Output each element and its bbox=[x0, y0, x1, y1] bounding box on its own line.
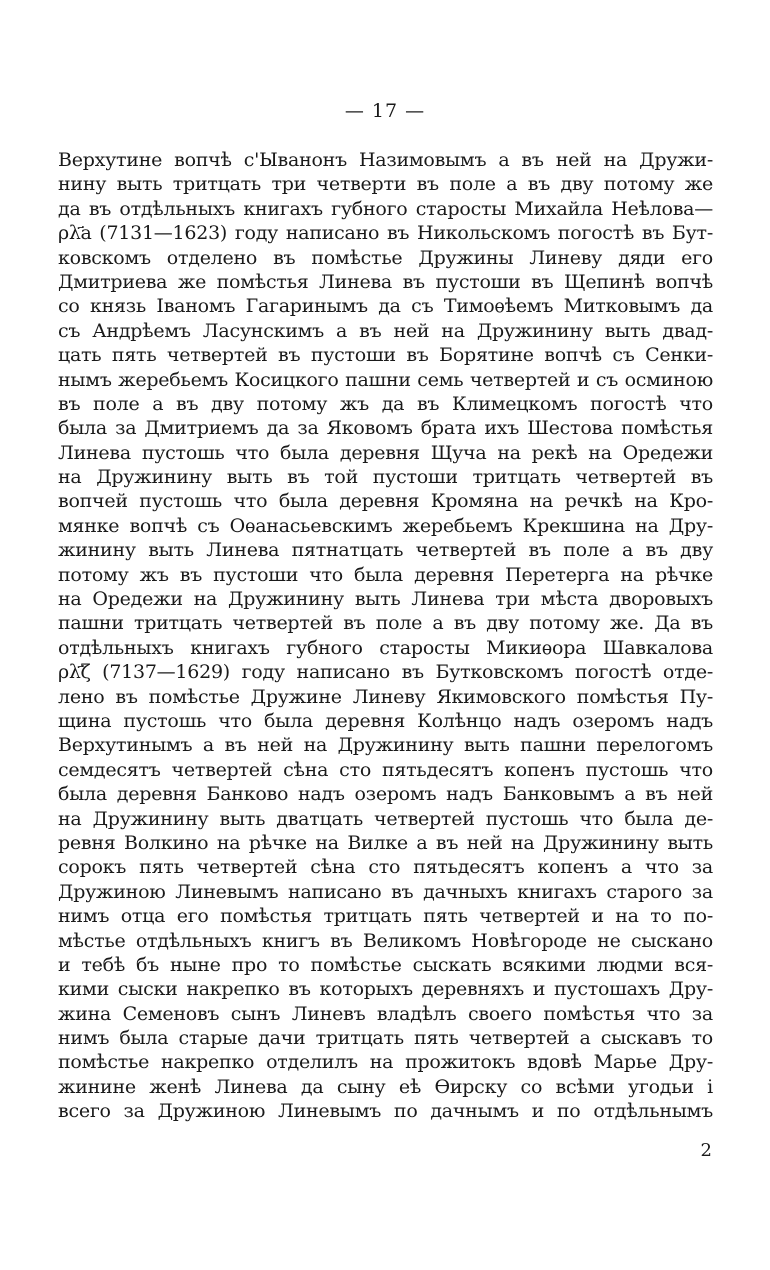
body-text bbox=[58, 148, 713, 1124]
text-line: мянке вопчѣ съ Оѳанасьевскимъ жеребьемъ Крекшина на Дру- bbox=[58, 514, 713, 537]
text-line: съ Андрѣемъ Ласунскимъ а въ ней на Дружинину выть двад- bbox=[58, 319, 713, 342]
text-line: ковскомъ отделено въ помѣстье Дружины Линеву дяди его bbox=[58, 246, 713, 269]
text-line: Верхутинымъ а въ ней на Дружинину выть пашни перелогомъ bbox=[58, 734, 713, 757]
text-line: потому жъ въ пустоши что была деревня Перетерга на рѣчке bbox=[58, 563, 713, 586]
text-line: лено въ помѣстье Дружине Линеву Якимовского помѣстья Пу- bbox=[58, 685, 713, 708]
text-line: жинине женѣ Линева да сыну еѣ Ѳирску со всѣми угодьи і bbox=[58, 1075, 713, 1098]
text-line: Дмитриева же помѣстья Линева въ пустоши въ Щепинѣ вопчѣ bbox=[58, 270, 713, 293]
text-line: щина пустошь что была деревня Колѣнцо надъ озеромъ надъ bbox=[58, 709, 713, 732]
text-line: нимъ была старые дачи тритцать пять четвертей а сыскавъ то bbox=[58, 1027, 713, 1050]
text-line: мѣстье отдѣльныхъ книгъ въ Великомъ Новѣгороде не сыскано bbox=[58, 929, 713, 952]
text-line: вопчей пустошь что была деревня Кромяна на речкѣ на Кро- bbox=[58, 490, 713, 513]
text-line: ρλ҃а (7131—1623) году написано въ Никольскомъ погостѣ въ Бут- bbox=[58, 222, 713, 245]
text-line: Верхутине вопчѣ с'Ыванонъ Назимовымъ а въ ней на Дружи- bbox=[58, 149, 713, 171]
text-line: жинину выть Линева пятнатцать четвертей въ поле а въ дву bbox=[58, 539, 713, 562]
text-line: въ поле а въ дву потому жъ да въ Климецкомъ погостѣ что bbox=[58, 392, 713, 415]
text-line: со князь Іваномъ Гагаринымъ да съ Тимоѳѣемъ Митковымъ да bbox=[58, 295, 713, 318]
text-line: кими сыски накрепко въ которыхъ деревняхъ и пустошахъ Дру- bbox=[58, 978, 713, 1001]
text-line: нимъ отца его помѣстья тритцать пять четвертей и на то по- bbox=[58, 905, 713, 928]
text-line: Дружиною Линевымъ написано въ дачныхъ книгахъ старого за bbox=[58, 880, 713, 903]
signature-mark: 2 bbox=[700, 1140, 712, 1161]
text-line: на Дружинину выть въ той пустоши тритцать четвертей въ bbox=[58, 466, 713, 489]
text-line: на Дружинину выть дватцать четвертей пустошь что была де- bbox=[58, 807, 713, 830]
text-line: нину выть тритцать три четверти въ поле а въ дву потому же bbox=[58, 173, 713, 196]
text-line: ревня Волкино на рѣчке на Вилке а въ ней на Дружинину выть bbox=[58, 831, 713, 854]
text-line: цать пять четвертей въ пустоши въ Борятине вопчѣ съ Сенки- bbox=[58, 344, 713, 367]
text-line: Линева пустошь что была деревня Щуча на рекѣ на Оредежи bbox=[58, 441, 713, 464]
text-line: помѣстье накрепко отделилъ на прожитокъ вдовѣ Марье Дру- bbox=[58, 1051, 713, 1074]
text-line: да въ отдѣльныхъ книгахъ губного старосты Михайла Неѣлова— bbox=[58, 197, 713, 220]
text-line: была за Дмитриемъ да за Яковомъ брата ихъ Шестова помѣстья bbox=[58, 417, 713, 440]
text-line: на Оредежи на Дружинину выть Линева три мѣста дворовыхъ bbox=[58, 588, 713, 611]
text-line: всего за Дружиною Линевымъ по дачнымъ и по отдѣльнымъ bbox=[58, 1100, 713, 1123]
text-line: и тебѣ бъ ныне про то помѣстье сыскать всякими людми вся- bbox=[58, 953, 713, 976]
text-line: ρλ҃ζ (7137—1629) году написано въ Бутковскомъ погостѣ отде- bbox=[58, 661, 713, 684]
page-number: — 17 — bbox=[344, 100, 426, 122]
text-line: пашни тритцать четвертей въ поле а въ дву потому же. Да въ bbox=[58, 612, 713, 635]
text-line: семдесятъ четвертей сѣна сто пятьдесятъ копенъ пустошь что bbox=[58, 758, 713, 781]
text-line: была деревня Банково надъ озеромъ надъ Банковымъ а въ ней bbox=[58, 783, 713, 806]
text-line: отдѣльныхъ книгахъ губного старосты Микиѳора Шавкалова bbox=[58, 636, 713, 659]
text-line: жина Семеновъ сынъ Линевъ владѣлъ своего помѣстья что за bbox=[58, 1002, 713, 1025]
text-line: нымъ жеребьемъ Косицкого пашни семь четвертей и съ осминою bbox=[58, 368, 713, 391]
text-line: сорокъ пять четвертей сѣна сто пятьдесятъ копенъ а что за bbox=[58, 856, 713, 879]
